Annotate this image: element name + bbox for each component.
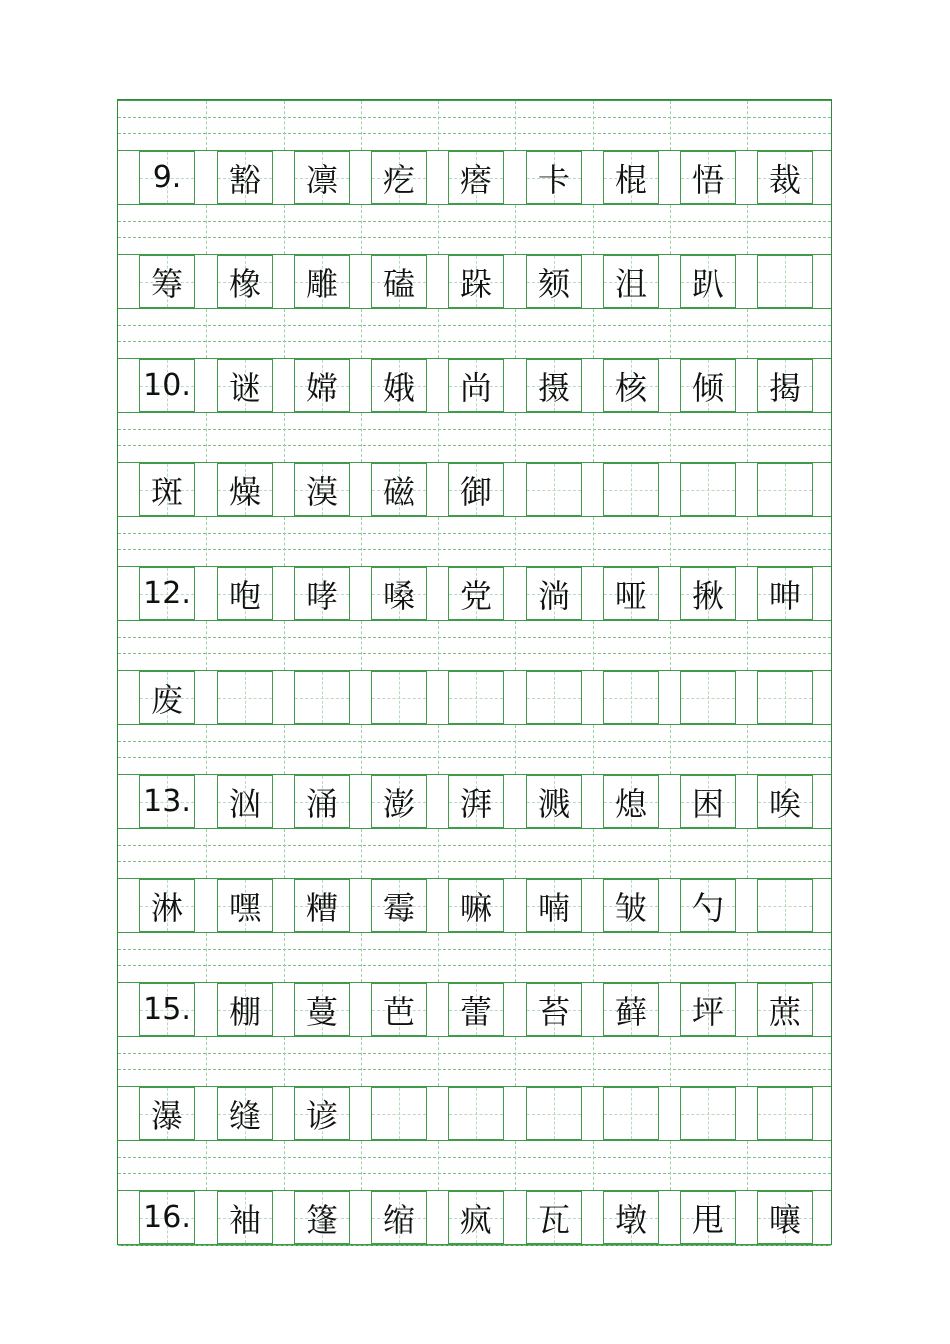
character-cell xyxy=(294,359,350,412)
character: 揪 xyxy=(691,576,724,615)
character xyxy=(372,672,426,723)
character-cell xyxy=(217,567,273,620)
character: 蔗 xyxy=(768,992,801,1031)
character: 凛 xyxy=(305,160,338,199)
character: 缝 xyxy=(228,1096,261,1135)
character-cell xyxy=(448,775,504,828)
character: 摄 xyxy=(537,368,570,407)
character: 党 xyxy=(459,576,492,615)
character-row xyxy=(118,1087,831,1140)
character-cell xyxy=(294,775,350,828)
character xyxy=(604,464,658,515)
character-cell xyxy=(757,983,813,1036)
character-cell xyxy=(603,1191,659,1244)
character: 筹 xyxy=(150,264,183,303)
lesson-number: 16. xyxy=(143,1200,191,1235)
character-cell xyxy=(217,879,273,932)
pinyin-guide-row xyxy=(118,308,831,359)
character: 坪 xyxy=(691,992,724,1031)
character: 藓 xyxy=(614,992,647,1031)
character-row xyxy=(118,567,831,620)
pinyin-guide-row xyxy=(118,204,831,255)
character-row xyxy=(118,775,831,828)
pinyin-guide-row xyxy=(118,1244,831,1246)
character: 雕 xyxy=(305,264,338,303)
character: 燥 xyxy=(228,472,261,511)
character-cell xyxy=(448,255,504,308)
character-cell xyxy=(294,255,350,308)
character-cell xyxy=(603,359,659,412)
character-cell xyxy=(757,567,813,620)
character-cell xyxy=(603,151,659,204)
character: 悟 xyxy=(691,160,724,199)
empty-practice-cell xyxy=(603,463,659,516)
character xyxy=(527,672,581,723)
character: 勺 xyxy=(691,888,724,927)
character: 尚 xyxy=(459,368,492,407)
character-cell xyxy=(139,879,195,932)
empty-practice-cell xyxy=(757,255,813,308)
character xyxy=(372,1088,426,1139)
character: 瀑 xyxy=(150,1096,183,1135)
character-cell xyxy=(603,775,659,828)
character: 跺 xyxy=(459,264,492,303)
character: 袖 xyxy=(228,1200,261,1239)
empty-practice-cell xyxy=(448,671,504,724)
character: 蕾 xyxy=(459,992,492,1031)
character-cell xyxy=(139,1087,195,1140)
character-cell xyxy=(680,255,736,308)
character-cell xyxy=(757,151,813,204)
character-cell xyxy=(217,1191,273,1244)
pinyin-guide-row xyxy=(118,620,831,671)
character-cell xyxy=(448,983,504,1036)
character xyxy=(681,464,735,515)
character: 嫦 xyxy=(305,368,338,407)
character: 娥 xyxy=(382,368,415,407)
pinyin-guide-row xyxy=(118,516,831,567)
character xyxy=(758,1088,812,1139)
empty-practice-cell xyxy=(526,671,582,724)
character-cell xyxy=(371,1191,427,1244)
lesson-number: 9. xyxy=(152,160,182,195)
character: 漠 xyxy=(305,472,338,511)
character: 瓦 xyxy=(537,1200,570,1239)
character-cell xyxy=(371,983,427,1036)
lesson-number: 13. xyxy=(143,784,191,819)
character-row xyxy=(118,151,831,204)
character: 淋 xyxy=(150,888,183,927)
writing-grid-sheet xyxy=(117,99,832,1245)
character-cell xyxy=(526,1191,582,1244)
character: 沮 xyxy=(614,264,647,303)
character: 谜 xyxy=(228,368,261,407)
character: 趴 xyxy=(691,264,724,303)
character xyxy=(295,672,349,723)
character: 棍 xyxy=(614,160,647,199)
character-cell xyxy=(526,775,582,828)
character: 汹 xyxy=(228,784,261,823)
character: 棚 xyxy=(228,992,261,1031)
character-cell xyxy=(371,255,427,308)
empty-practice-cell xyxy=(603,671,659,724)
character: 疙 xyxy=(382,160,415,199)
character-cell xyxy=(526,983,582,1036)
character-cell xyxy=(448,463,504,516)
character: 哑 xyxy=(614,576,647,615)
character-row xyxy=(118,255,831,308)
character: 熄 xyxy=(614,784,647,823)
character: 溅 xyxy=(537,784,570,823)
character-row xyxy=(118,983,831,1036)
character xyxy=(449,672,503,723)
character-cell xyxy=(294,151,350,204)
character: 瘩 xyxy=(459,160,492,199)
character-cell xyxy=(603,879,659,932)
lesson-number-cell xyxy=(139,775,195,828)
character-cell xyxy=(526,567,582,620)
character-cell xyxy=(217,463,273,516)
pinyin-guide-row xyxy=(118,1140,831,1191)
lesson-number: 12. xyxy=(143,576,191,611)
character-cell xyxy=(680,359,736,412)
character: 嚷 xyxy=(768,1200,801,1239)
character xyxy=(681,672,735,723)
character-cell xyxy=(680,879,736,932)
character: 淌 xyxy=(537,576,570,615)
character-cell xyxy=(371,567,427,620)
pinyin-guide-row xyxy=(118,412,831,463)
empty-practice-cell xyxy=(217,671,273,724)
character: 糟 xyxy=(305,888,338,927)
character xyxy=(604,672,658,723)
pinyin-guide-row xyxy=(118,724,831,775)
empty-practice-cell xyxy=(680,1087,736,1140)
character-cell xyxy=(217,983,273,1036)
character: 御 xyxy=(459,472,492,511)
character-cell xyxy=(526,879,582,932)
character: 篷 xyxy=(305,1200,338,1239)
character-cell xyxy=(294,983,350,1036)
character-cell xyxy=(448,1191,504,1244)
character: 甩 xyxy=(691,1200,724,1239)
character xyxy=(527,1088,581,1139)
character: 苔 xyxy=(537,992,570,1031)
empty-practice-cell xyxy=(371,1087,427,1140)
character-cell xyxy=(217,359,273,412)
empty-practice-cell xyxy=(294,671,350,724)
character-cell xyxy=(294,879,350,932)
character: 磁 xyxy=(382,472,415,511)
character: 橡 xyxy=(228,264,261,303)
character-cell xyxy=(294,1087,350,1140)
lesson-number-cell xyxy=(139,359,195,412)
character-cell xyxy=(448,359,504,412)
character: 嗓 xyxy=(382,576,415,615)
character: 缩 xyxy=(382,1200,415,1239)
character xyxy=(449,1088,503,1139)
character-cell xyxy=(680,151,736,204)
character xyxy=(758,464,812,515)
character-cell xyxy=(371,151,427,204)
empty-practice-cell xyxy=(448,1087,504,1140)
character-cell xyxy=(217,1087,273,1140)
character xyxy=(527,464,581,515)
empty-practice-cell xyxy=(603,1087,659,1140)
character: 澎 xyxy=(382,784,415,823)
lesson-number-cell xyxy=(139,983,195,1036)
character: 唉 xyxy=(768,784,801,823)
lesson-number-cell xyxy=(139,151,195,204)
character-cell xyxy=(603,983,659,1036)
pinyin-guide-row xyxy=(118,1036,831,1087)
empty-practice-cell xyxy=(371,671,427,724)
pinyin-guide-row xyxy=(118,932,831,983)
character-cell xyxy=(217,775,273,828)
lesson-number-cell xyxy=(139,1191,195,1244)
character-cell xyxy=(680,983,736,1036)
character: 涌 xyxy=(305,784,338,823)
character-cell xyxy=(603,567,659,620)
empty-practice-cell xyxy=(757,1087,813,1140)
empty-practice-cell xyxy=(526,1087,582,1140)
empty-practice-cell xyxy=(757,463,813,516)
character: 磕 xyxy=(382,264,415,303)
character xyxy=(758,880,812,931)
character-cell xyxy=(526,151,582,204)
empty-practice-cell xyxy=(680,463,736,516)
character-row xyxy=(118,1191,831,1244)
character-cell xyxy=(448,567,504,620)
character-cell xyxy=(217,255,273,308)
character-cell xyxy=(680,567,736,620)
character: 嘿 xyxy=(228,888,261,927)
character: 湃 xyxy=(459,784,492,823)
character-cell xyxy=(526,359,582,412)
character: 困 xyxy=(691,784,724,823)
character-row xyxy=(118,879,831,932)
character-cell xyxy=(217,151,273,204)
character: 霉 xyxy=(382,888,415,927)
empty-practice-cell xyxy=(526,463,582,516)
character: 嘛 xyxy=(459,888,492,927)
character-row xyxy=(118,671,831,724)
character-cell xyxy=(757,1191,813,1244)
character: 倾 xyxy=(691,368,724,407)
lesson-number-cell xyxy=(139,567,195,620)
empty-practice-cell xyxy=(680,671,736,724)
character: 芭 xyxy=(382,992,415,1031)
character-cell xyxy=(371,775,427,828)
character-cell xyxy=(139,463,195,516)
character xyxy=(758,672,812,723)
character-cell xyxy=(680,775,736,828)
character: 核 xyxy=(614,368,647,407)
character: 呻 xyxy=(768,576,801,615)
character-cell xyxy=(603,255,659,308)
character: 颏 xyxy=(537,264,570,303)
character: 揭 xyxy=(768,368,801,407)
character: 谚 xyxy=(305,1096,338,1135)
character: 豁 xyxy=(228,160,261,199)
character-cell xyxy=(371,463,427,516)
character-cell xyxy=(294,567,350,620)
character-cell xyxy=(448,151,504,204)
lesson-number: 10. xyxy=(143,368,191,403)
character-row xyxy=(118,359,831,412)
character xyxy=(758,256,812,307)
character-row xyxy=(118,463,831,516)
lesson-number: 15. xyxy=(143,992,191,1027)
empty-practice-cell xyxy=(757,671,813,724)
character-cell xyxy=(139,255,195,308)
character: 哮 xyxy=(305,576,338,615)
character-cell xyxy=(526,255,582,308)
empty-practice-cell xyxy=(757,879,813,932)
character-cell xyxy=(757,359,813,412)
character xyxy=(681,1088,735,1139)
character: 墩 xyxy=(614,1200,647,1239)
character: 咆 xyxy=(228,576,261,615)
character: 废 xyxy=(150,680,183,719)
character: 蔓 xyxy=(305,992,338,1031)
character-cell xyxy=(448,879,504,932)
character: 卡 xyxy=(537,160,570,199)
pinyin-guide-row xyxy=(118,828,831,879)
character-cell xyxy=(371,879,427,932)
character-cell xyxy=(294,463,350,516)
character: 裁 xyxy=(768,160,801,199)
character: 皱 xyxy=(614,888,647,927)
character-cell xyxy=(680,1191,736,1244)
character: 疯 xyxy=(459,1200,492,1239)
character-cell xyxy=(139,671,195,724)
character xyxy=(604,1088,658,1139)
character: 斑 xyxy=(150,472,183,511)
character-cell xyxy=(757,775,813,828)
pinyin-guide-row xyxy=(118,100,831,151)
character-cell xyxy=(294,1191,350,1244)
character-cell xyxy=(371,359,427,412)
character xyxy=(218,672,272,723)
character: 喃 xyxy=(537,888,570,927)
